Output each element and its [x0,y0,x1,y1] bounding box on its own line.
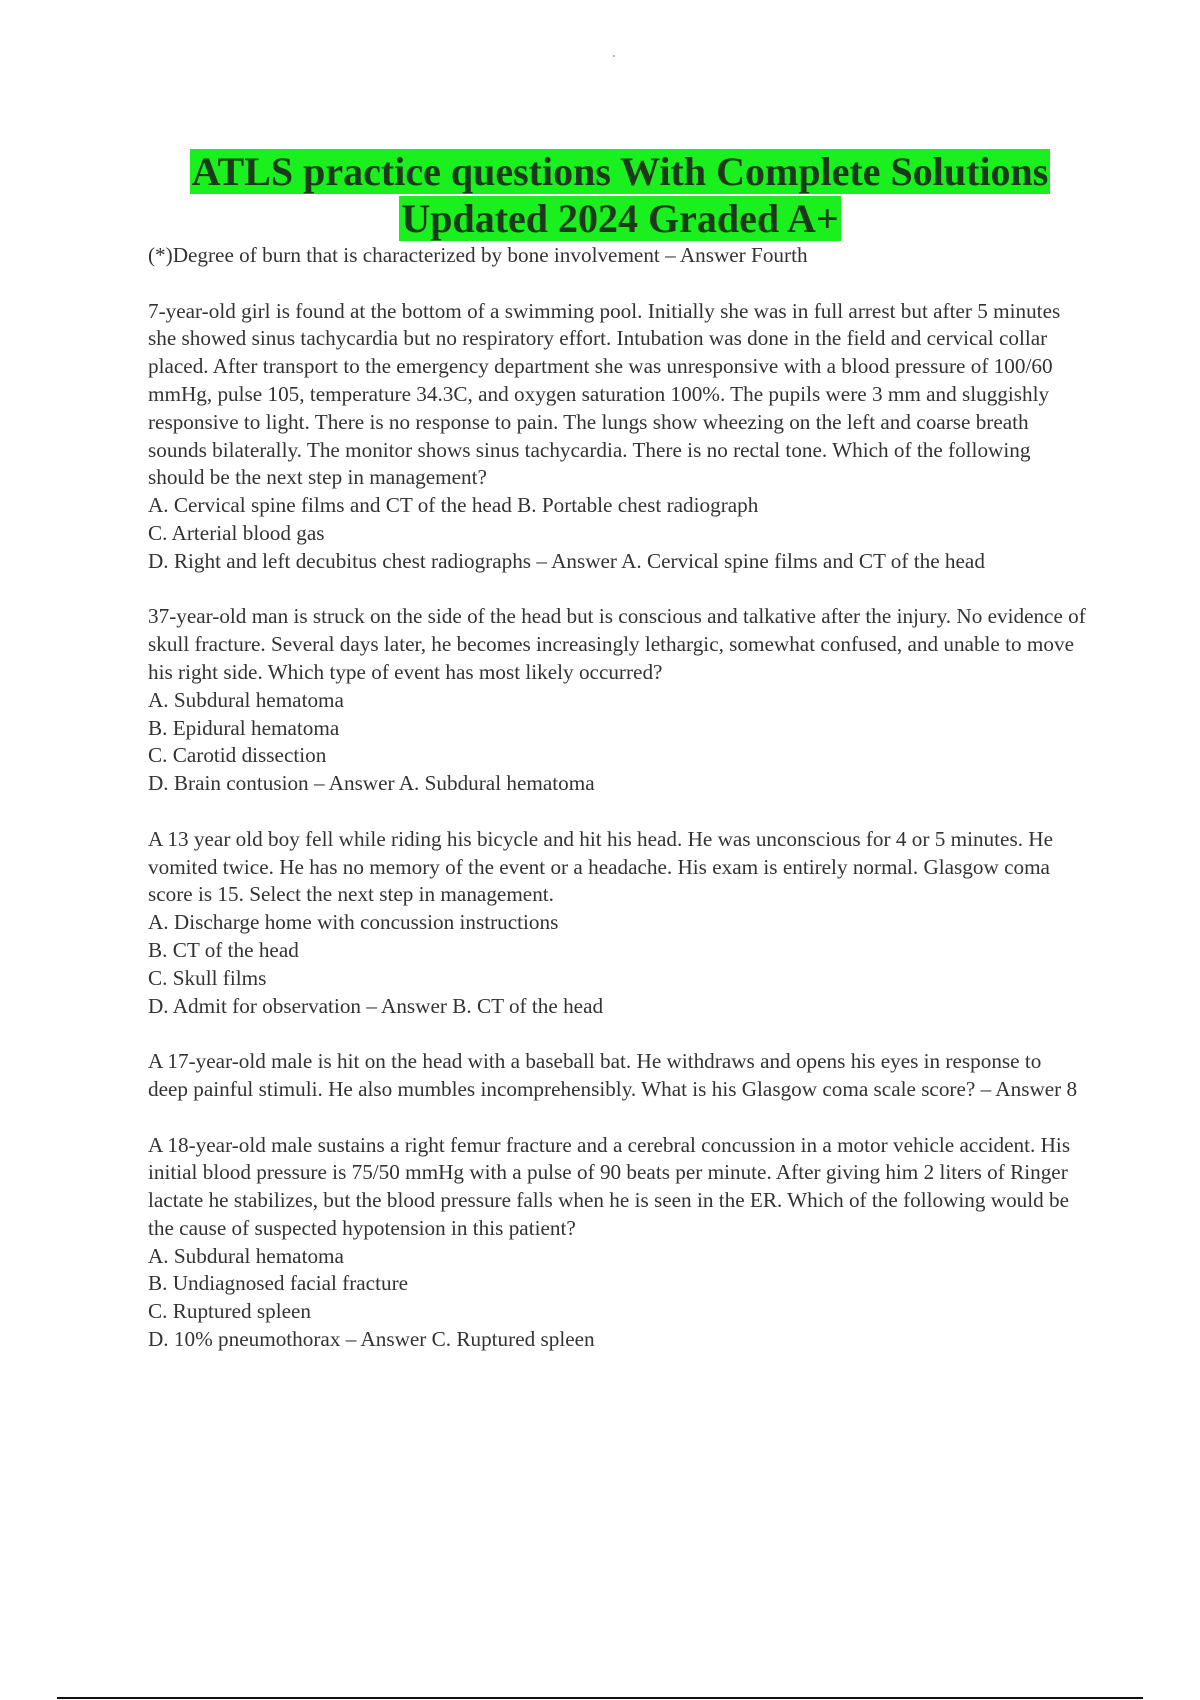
question-list [148,242,1086,1382]
question-5-stem-answer: A 17-year-old male is hit on the head with a baseball bat. He withdraws and opens his eyes in response to deep painful stimuli. He also mumbles incomprehensibly. What is his Glasgow coma scale score? – Answer 8 [148,1049,1078,1101]
question-2-option-a: A. Cervical spine films and CT of the head B. Portable chest radiograph [148,493,759,518]
question-4-option-d-answer: D. Admit for observation – Answer B. CT of the head [148,993,604,1018]
question-6-option-c: C. Ruptured spleen [148,1299,312,1324]
question-6-option-d-answer: D. 10% pneumothorax – Answer C. Ruptured spleen [148,1327,595,1352]
question-3-option-a: A. Subdural hematoma [148,687,344,712]
question-2-option-c: C. Arterial blood gas [148,520,325,545]
question-1-text: (*)Degree of burn that is characterized by bone involvement – Answer Fourth [148,243,808,267]
question-3-stem: 37-year-old man is struck on the side of the head but is conscious and talkative after the injury. No evidence of skull fracture. Several days later, he becomes increasingly lethargic, somewhat confused, and unable to move his right side. Which type of event has most likely occurred? [148,604,1086,684]
question-3-option-b: B. Epidural hematoma [148,715,340,740]
question-4-option-a: A. Discharge home with concussion instructions [148,910,559,935]
question-6-option-b: B. Undiagnosed facial fracture [148,1271,409,1296]
question-3-option-d-answer: D. Brain contusion – Answer A. Subdural hematoma [148,771,595,796]
question-2-stem: 7-year-old girl is found at the bottom of a swimming pool. Initially she was in full arrest but after 5 minutes she showed sinus tachycardia but no respiratory effort. Intubation was done in the field and cervical collar placed. After transport to the emergency department she was unresponsive with a blood pressure of 100/60 mmHg, pulse 105, temperature 34.3C, and oxygen saturation 100%. The pupils were 3 mm and sluggishly responsive to light. There is no response to pain. The lungs show wheezing on the left and coarse breath sounds bilaterally. The monitor shows sinus tachycardia. There is no rectal tone. Which of the following should be the next step in management? [148,298,1061,490]
question-2-option-d-answer: D. Right and left decubitus chest radiographs – Answer A. Cervical spine films and CT of the head [148,548,985,573]
question-6-option-a: A. Subdural hematoma [148,1243,344,1268]
scan-speck [613,55,615,57]
question-1 [148,242,1086,270]
document-title [150,148,1090,242]
title-line-1: ATLS practice questions With Complete Solutions [191,149,1049,194]
question-6 [148,1132,1086,1354]
question-3-option-c: C. Carotid dissection [148,743,327,768]
question-4-option-c: C. Skull films [148,965,267,990]
question-2 [148,298,1086,576]
question-4-stem: A 13 year old boy fell while riding his bicycle and hit his head. He was unconscious for 4 or 5 minutes. He vomited twice. He has no memory of the event or a headache. His exam is entirely normal. Glasgow coma score is 15. Select the next step in management. [148,826,1053,907]
question-5 [148,1048,1086,1104]
title-line-2: Updated 2024 Graded A+ [401,196,839,241]
footer-rule [57,1697,1143,1699]
question-4 [148,826,1086,1021]
question-3 [148,603,1086,798]
question-4-option-b: B. CT of the head [148,937,299,962]
question-6-stem: A 18-year-old male sustains a right femur fracture and a cerebral concussion in a motor vehicle accident. His initial blood pressure is 75/50 mmHg with a pulse of 90 beats per minute. After giving him 2 liters of Ringer lactate he stabilizes, but the blood pressure falls when he is seen in the ER. Which of the following would be the cause of suspected hypotension in this patient? [148,1132,1071,1240]
